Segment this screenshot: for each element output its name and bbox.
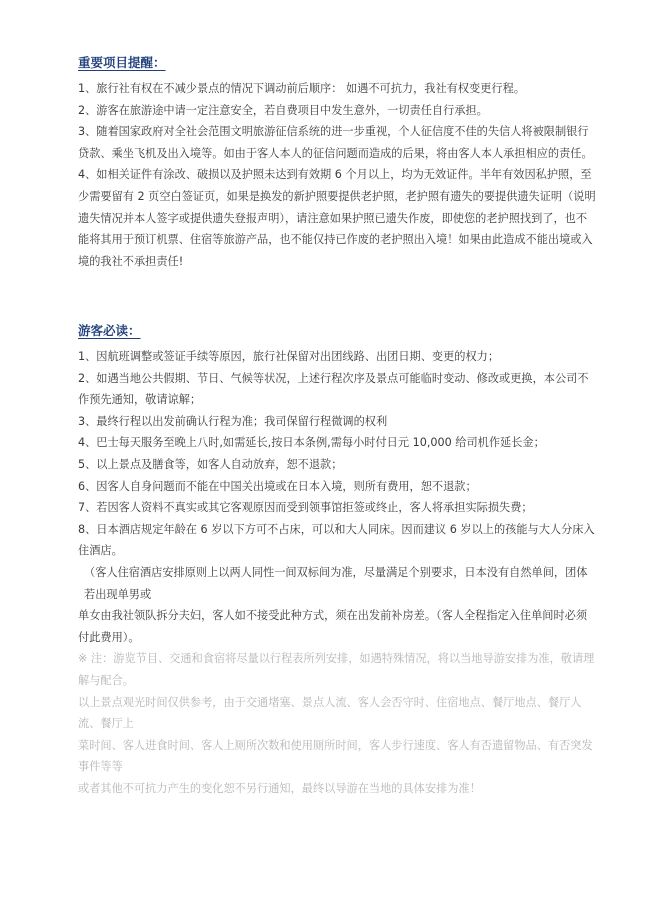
important-item-2: 2、游客在旅游途中请一定注意安全，若自费项目中发生意外，一切责任自行承担。 — [78, 103, 488, 117]
room-note-line-2: 单女由我社领队拆分夫妇，客人如不接受此种方式，须在出发前补房差。（客人全程指定入住单间时必须付此费用）。 — [78, 609, 588, 644]
notice-item-7: 7、若因客人资料不真实或其它客观原因而受到领事馆拒签或终止，客人将承担实际损失费； — [78, 501, 533, 515]
notice-item-8: 8、日本酒店规定年龄在 6 岁以下方可不占床，可以和大人同床。因而建议 6 岁以上的孩能与大人分床入住酒店。 — [78, 522, 595, 558]
notice-item-3: 3、最终行程以出发前确认行程为准；我司保留行程微调的权利 — [78, 414, 388, 428]
gray-note-1: ※ 注：游览节目、交通和食宿将尽量以行程表所列安排，如遇特殊情况，将以当地导游安排为准，敬请理解与配合。 — [78, 652, 595, 687]
room-note-line-1: （客人住宿酒店安排原则上以两人同性一间双标间为准，尽量满足个别要求，日本没有自然单间，团体若出现单男或 — [84, 565, 588, 601]
notice-item-6: 6、因客人自身问题而不能在中国关出境或在日本入境，则所有费用，恕不退款； — [78, 479, 477, 493]
notice-item-5: 5、以上景点及膳食等，如客人自动放弃，恕不退款； — [78, 457, 343, 471]
gray-note-2: 以上景点观光时间仅供参考，由于交通堵塞、景点人流、客人会否守时、住宿地点、餐厅地点、餐厅人流、餐厅上 — [78, 695, 582, 731]
important-item-4: 4、如相关证件有涂改、破损以及护照未达到有效期 6 个月以上，均为无效证件。半年有效因私护照，至少需要留有 2 页空白签证页，如果是换发的新护照要提供老护照，老护照有遗失的要提供遗失证明（说明遗失情况并本人签字或提供遗失登报声明），请注意如果护照已遗失作废，即使您的老护照找到了，也不能将其用于预订机票、住宿等旅游产品，也不能仅持已作废的老护照出入境！如果由此造成不能出境或入境的我社不承担责任! — [78, 168, 596, 268]
gray-note-3: 菜时间、客人进食时间、客人上厕所次数和使用厕所时间，客人步行速度、客人有否遗留物品、有否突发事件等等 — [78, 738, 593, 774]
important-item-1: 1、旅行社有权在不减少景点的情况下调动前后顺序： 如遇不可抗力，我社有权变更行程。 — [78, 82, 525, 95]
gray-note-4: 或者其他不可抗力产生的变化恕不另行通知，最终以导游在当地的具体安排为准！ — [78, 781, 481, 795]
notice-item-1: 1、因航班调整或签证手续等原因，旅行社保留对出团线路、出团日期、变更的权力； — [78, 350, 500, 363]
important-reminders-heading: 重要项目提醒： — [78, 55, 166, 70]
notice-item-4: 4、巴士每天服务至晚上八时,如需延长,按日本条例,需每小时付日元 10,000 给司机作延长金； — [78, 436, 545, 450]
important-reminders-section — [78, 52, 598, 272]
tourist-notice-section — [78, 320, 598, 799]
notice-item-2: 2、如遇当地公共假期、节日、气候等状况，上述行程次序及景点可能临时变动、修改或更换，本公司不作预先通知，敬请谅解； — [78, 371, 589, 407]
tourist-notice-heading: 游客必读： — [78, 323, 141, 338]
important-item-3: 3、随着国家政府对全社会范围文明旅游征信系统的进一步重视，个人征信度不佳的失信人将被限制银行贷款、乘坐飞机及出入境等。如由于客人本人的征信问题而造成的后果，将由客人本人承担相应的责任。 — [78, 125, 593, 160]
